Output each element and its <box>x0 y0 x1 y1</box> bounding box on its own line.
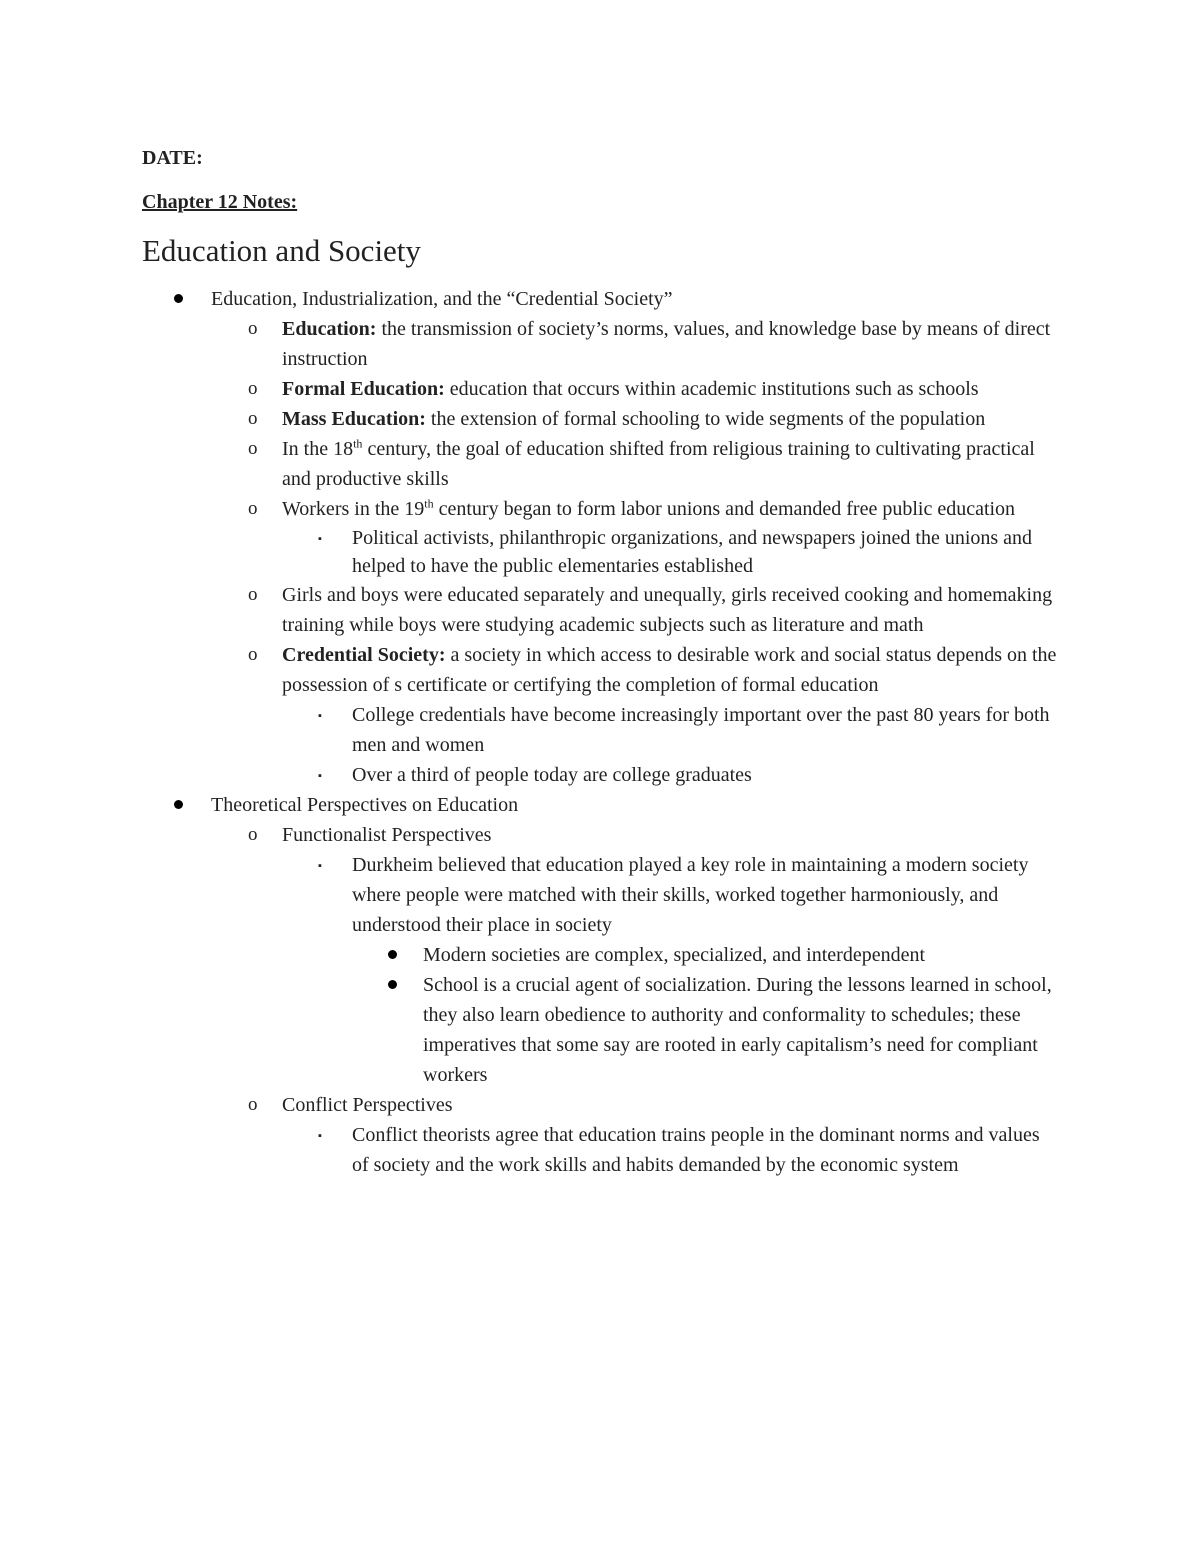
outline-item-19th-century <box>0 494 1200 524</box>
term-definition: the extension of formal schooling to wide segments of the population <box>425 408 986 430</box>
bullet-icon <box>174 284 183 314</box>
outline-item-education-def <box>0 314 1200 374</box>
sub-bullet-icon: o <box>248 438 258 459</box>
term-definition: a society in which access to desirable work and social status depends on the possession of s certificate or certifying the completion of formal education <box>282 644 1057 696</box>
outline-item-theoretical-perspectives <box>0 790 1200 820</box>
outline-item-conflict <box>0 1090 1200 1120</box>
date-label: DATE: <box>142 147 203 169</box>
term-definition: the transmission of society’s norms, values, and knowledge base by means of direct instruction <box>282 318 1051 370</box>
sub-bullet-icon: o <box>248 1094 258 1115</box>
ordinal-suffix: th <box>353 436 363 451</box>
outline-item-credential-society <box>0 284 1200 314</box>
bullet-icon <box>388 970 397 1000</box>
note-text: Conflict Perspectives <box>282 1094 453 1116</box>
note-text: School is a crucial agent of socialization. During the lessons learned in school, they also learn obedience to authority and conformality to schedules; these imperatives that some say are rooted in early capitalism’s need for compliant workers <box>423 974 1052 1086</box>
square-bullet-icon: ▪ <box>318 710 322 722</box>
note-text: Over a third of people today are college graduates <box>352 764 752 786</box>
chapter-title: Chapter 12 Notes: <box>142 191 298 213</box>
outline-item-formal-education <box>0 374 1200 404</box>
note-text: Durkheim believed that education played a key role in maintaining a modern society where people were matched with their skills, worked together harmoniously, and understood their place in society <box>352 854 1029 936</box>
outline-item-conflict-theorists <box>0 1120 1200 1180</box>
outline-item-functionalist <box>0 820 1200 850</box>
outline-item-modern-societies <box>0 940 1200 970</box>
outline-item-durkheim <box>0 850 1200 940</box>
section-title: Theoretical Perspectives on Education <box>211 794 519 816</box>
note-text: century began to form labor unions and demanded free public education <box>433 498 1016 520</box>
term-label: Education: <box>282 318 377 340</box>
square-bullet-icon: ▪ <box>318 770 322 782</box>
note-text: College credentials have become increasingly important over the past 80 years for both men and women <box>352 704 1050 756</box>
note-text: Functionalist Perspectives <box>282 824 492 846</box>
outline-item-college-credentials <box>0 700 1200 760</box>
outline-item-18th-century <box>0 434 1200 494</box>
sub-bullet-icon: o <box>248 408 258 429</box>
note-text: Conflict theorists agree that education trains people in the dominant norms and values of society and the work skills and habits demanded by the economic system <box>352 1124 1040 1176</box>
note-text: In the 18 <box>282 438 354 460</box>
outline-item-girls-boys <box>0 580 1200 640</box>
term-label: Credential Society: <box>282 644 446 666</box>
term-definition: education that occurs within academic institutions such as schools <box>444 378 979 400</box>
ordinal-suffix: th <box>424 496 434 511</box>
outline-item-college-graduates <box>0 760 1200 790</box>
sub-bullet-icon: o <box>248 318 258 339</box>
page-heading: Education and Society <box>142 233 421 268</box>
note-text: Girls and boys were educated separately and unequally, girls received cooking and homemaking training while boys were studying academic subjects such as literature and math <box>282 584 1053 636</box>
square-bullet-icon: ▪ <box>318 860 322 872</box>
sub-bullet-icon: o <box>248 378 258 399</box>
outline-item-mass-education <box>0 404 1200 434</box>
square-bullet-icon: ▪ <box>318 533 322 545</box>
note-text: Workers in the 19 <box>282 498 425 520</box>
section-title: Education, Industrialization, and the “Credential Society” <box>211 288 673 310</box>
term-label: Mass Education: <box>282 408 426 430</box>
bullet-icon <box>174 790 183 820</box>
notes-outline <box>0 284 1200 1180</box>
outline-item-activists <box>0 524 1200 580</box>
sub-bullet-icon: o <box>248 644 258 665</box>
note-text: Modern societies are complex, specialized, and interdependent <box>423 944 926 966</box>
outline-item-credential-society-def <box>0 640 1200 700</box>
note-text: Political activists, philanthropic organizations, and newspapers joined the unions and helped to have the public elementaries established <box>352 527 1033 577</box>
square-bullet-icon: ▪ <box>318 1130 322 1142</box>
outline-item-school-socialization <box>0 970 1200 1090</box>
term-label: Formal Education: <box>282 378 445 400</box>
bullet-icon <box>388 940 397 970</box>
sub-bullet-icon: o <box>248 584 258 605</box>
note-text: century, the goal of education shifted from religious training to cultivating practical and productive skills <box>282 438 1035 490</box>
sub-bullet-icon: o <box>248 498 258 519</box>
sub-bullet-icon: o <box>248 824 258 845</box>
